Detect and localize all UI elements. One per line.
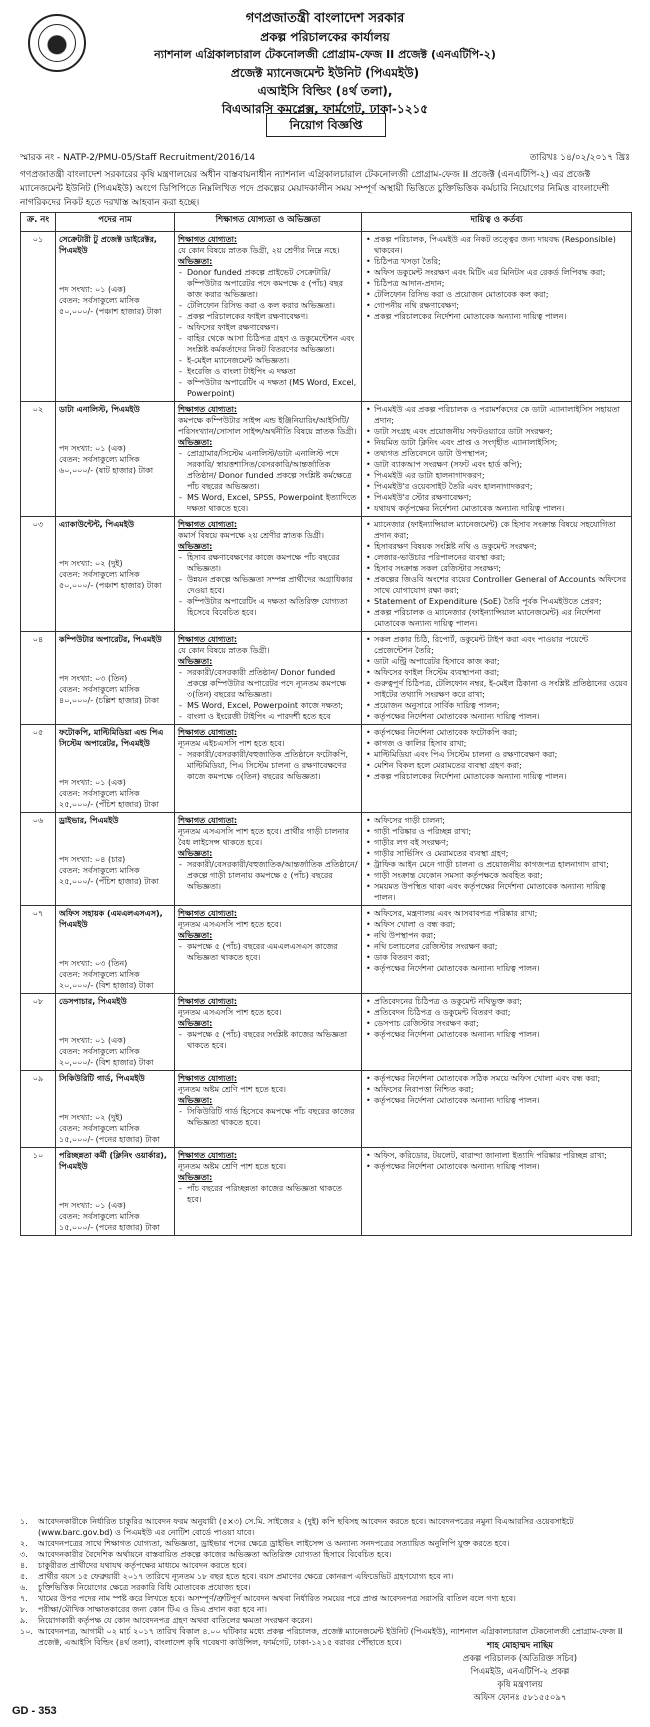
- qualification-heading: অভিজ্ঞতা:: [178, 1173, 213, 1182]
- row-post-cell: [56, 402, 175, 517]
- duty-item: • গুরুত্বপূর্ণ চিঠিপত্র, টেলিফোন নম্বর, ই-মেইল ঠিকানা ও সংশ্লিষ্ট প্রতিষ্ঠানের ওয়েব সাইটের তথ্যাদি সংরক্ষণ করে রাখা;: [365, 678, 628, 700]
- instruction-item: [20, 1604, 632, 1615]
- duty-item: • Statement of Expenditure (SoE) তৈরি পূর্বক পিএমইউতে প্রেরণ;: [365, 596, 628, 607]
- qualification-item: - টেলিফোন রিসিভ করা ও কল করার অভিজ্ঞতা।: [178, 300, 358, 311]
- intro-paragraph: গণপ্রজাতন্ত্রী বাংলাদেশ সরকারের কৃষি মন্ত্রণালয়ের অধীন বাস্তবায়নাধীন ন্যাশনাল এগ্রিকালচারাল টেকনোলজী প্রোগ্রাম-ফেজ II প্রজেক্ট (এনএটিপি-২) এর প্রজেক্ট ম্যানেজমেন্ট ইউনিট (পিএমইউ) অংগে ডিপিপিতে নিম্নলিখিত পদে প্রকল্পের মেয়াদকালীন সময় সম্পূর্ণ অস্থায়ী ভিত্তিতে চুক্তিভিত্তিক কর্মচারি নিয়োগের নিমিত্ত বাংলাদেশী নাগরিকদের নিকট হতে দরখাস্ত আহবান করা হচ্ছে।: [20, 170, 610, 208]
- duty-item: • প্রতিবেদন চিঠিপত্র ও ডকুমেন্ট বিতরণ করা;: [365, 1007, 628, 1018]
- row-qualification-cell: [175, 813, 362, 906]
- table-row: [21, 813, 632, 906]
- row-qualification-cell: [175, 994, 362, 1071]
- positions-table: [20, 212, 632, 1236]
- row-qualification-cell: [175, 1071, 362, 1148]
- qualification-item: ন্যূনতম এইচএসসি পাশ হতে হবে।: [178, 739, 285, 748]
- qualification-heading: অভিজ্ঞতা:: [178, 931, 213, 940]
- header-line-2: প্রকল্প পরিচালকের কার্যালয়: [260, 30, 390, 44]
- signatory-phone: অফিস ফোনঃ ৫৮১৫৫০৯৭: [473, 1693, 567, 1703]
- qualification-heading: অভিজ্ঞতা:: [178, 1096, 213, 1105]
- post-count: পদ সংখ্যা: ০১ (এক): [59, 285, 126, 294]
- table-row: [21, 1071, 632, 1148]
- qualification-heading: শিক্ষাগত যোগ্যতা:: [178, 235, 238, 244]
- post-count: পদ সংখ্যা: ০১ (এক): [59, 778, 126, 787]
- post-title: ড্রাইভার, পিএমইউ: [59, 816, 119, 825]
- instruction-text: নিয়োগকারী কর্তৃপক্ষ যে কোন আবেদনপত্র গ্রহণ অথবা বাতিলের ক্ষমতা সংরক্ষণ করেন।: [38, 1616, 313, 1625]
- row-post-cell: [56, 1148, 175, 1236]
- row-serial: ০৩: [21, 517, 56, 632]
- duty-item: • ট্রাফিক আইন মেনে গাড়ী চালনা ও প্রয়োজনীয় কাগজপত্র হালনাগাদ রাখা;: [365, 859, 628, 870]
- qualification-item: ন্যূনতম অষ্টম শ্রেণি পাশ হতে হবে।: [178, 1085, 287, 1094]
- qualification-heading: অভিজ্ঞতা:: [178, 542, 213, 551]
- qualification-item: - Donor funded প্রকল্পে প্রাইভেট সেক্রেটারি/ কম্পিউটার অপারেটর পদে কমপক্ষে ৫ (পাঁচ) বছর কাজ করার অভিজ্ঞতা।: [178, 267, 358, 300]
- row-post-cell: [56, 725, 175, 813]
- qualification-item: - অফিসের ফাইল রক্ষণাবেক্ষণ।: [178, 322, 358, 333]
- col-duties: দায়িত্ব ও কর্তব্য: [362, 213, 632, 232]
- post-count: পদ সংখ্যা: ০১ (এক): [59, 1036, 126, 1045]
- signature-block: [420, 1640, 620, 1705]
- duty-item: • প্রকল্পের জিওবি অংশের ব্যয়ের Controller General of Accounts অফিসের সাথে যোগাযোগ রক্ষা করা;: [365, 574, 628, 596]
- row-qualification-cell: [175, 402, 362, 517]
- row-qualification-cell: [175, 906, 362, 994]
- qualification-item: কমার্স বিষয়ে কমপক্ষে ২য় শ্রেণীর স্নাতক ডিগ্রী।: [178, 531, 324, 540]
- table-header-row: [21, 213, 632, 232]
- duty-item: • কাগজ ও কালির হিসাব রাখা;: [365, 738, 628, 749]
- instruction-text: চুক্তিভিত্তিক নিয়োগের ক্ষেত্রে সরকারি বিধি মোতাবেক প্রযোজ্য হবে।: [38, 1583, 251, 1592]
- post-title: ডেসপাচার, পিএমইউ: [59, 997, 127, 1006]
- duty-item: • টেলিফোন রিসিভ করা ও প্রয়োজন মোতাবেক কল করা;: [365, 289, 628, 300]
- qualification-heading: শিক্ষাগত যোগ্যতা:: [178, 909, 238, 918]
- post-title: সিকিউরিটি গার্ড, পিএমইউ: [59, 1074, 145, 1083]
- qualification-heading: অভিজ্ঞতা:: [178, 657, 213, 666]
- duty-item: • ডাটা সংগ্রহ এবং প্রয়োজনীয় সফটওয়্যারে ডাটা সংরক্ষণ;: [365, 426, 628, 437]
- duty-item: • চিঠিপত্র আদান-প্রদান;: [365, 278, 628, 289]
- memo-number: স্মারক নং - NATP-2/PMU-05/Staff Recruitment/2016/14: [20, 153, 256, 163]
- instruction-item: [20, 1516, 632, 1538]
- qualification-heading: শিক্ষাগত যোগ্যতা:: [178, 997, 238, 1006]
- qualification-heading: অভিজ্ঞতা:: [178, 1019, 213, 1028]
- qualification-item: - কম্পিউটার অপারেটিং এ দক্ষতা অতিরিক্ত যোগ্যতা হিসেবে বিবেচিত হবে।: [178, 596, 358, 618]
- table-row: [21, 725, 632, 813]
- post-count: পদ সংখ্যা: ০১ (এক): [59, 444, 126, 453]
- post-count: পদ সংখ্যা: ০৩ (তিন): [59, 959, 128, 968]
- instruction-text: আবেদনপত্রের সাথে শিক্ষাগত যোগ্যতা, অভিজ্ঞতা, ড্রাইভার পদের ক্ষেত্রে ড্রাইভিং লাইসেন্স ও অন্যান্য সনদপত্রের সত্যায়িত অনুলিপি যুক্ত করতে হবে।: [38, 1539, 510, 1548]
- qualification-item: - সরকারী/বেসরকারী প্রতিষ্ঠান/ Donor funded প্রকল্পে কম্পিউটার অপারেটর পদে ন্যূনতম কমপক্ষে ৩(তিন) বছরের অভিজ্ঞতা।: [178, 667, 358, 700]
- row-post-cell: [56, 994, 175, 1071]
- instruction-number: ১.: [20, 1517, 28, 1526]
- qualification-item: ন্যূনতম এসএসসি পাশ হতে হবে। প্রার্থীর গাড়ী চালনার বৈধ লাইসেন্স থাকতে হবে।: [178, 827, 349, 847]
- qualification-heading: শিক্ষাগত যোগ্যতা:: [178, 1074, 238, 1083]
- col-qualification: শিক্ষাগত যোগ্যতা ও অভিজ্ঞতা: [175, 213, 362, 232]
- table-row: [21, 232, 632, 402]
- row-serial: ০১: [21, 232, 56, 402]
- duty-item: • মাল্টিমিডিয়া এবং পিএ সিস্টেম চালনা ও রক্ষণাবেক্ষণ করা;: [365, 749, 628, 760]
- duty-item: • অফিস খোলা ও বন্ধ করা;: [365, 919, 628, 930]
- qualification-item: - উন্নয়ন প্রকল্পে অভিজ্ঞতা সম্পন্ন প্রার্থীদের অগ্রাধিকার দেওয়া হবে।: [178, 574, 358, 596]
- row-post-cell: [56, 517, 175, 632]
- duty-item: • গাড়ীর লগ বই সংরক্ষণ;: [365, 837, 628, 848]
- post-title: পরিচ্ছন্নতা কর্মী (ক্লিনিং ওয়ার্কার), পিএমইউ: [59, 1151, 167, 1171]
- post-salary: বেতন: সর্বসাকুল্যে মাসিক ২৫,০০০/- (পঁচিশ হাজার) টাকা: [59, 866, 159, 886]
- row-serial: ১০: [21, 1148, 56, 1236]
- header-line-4: প্রজেক্ট ম্যানেজমেন্ট ইউনিট (পিএমইউ): [230, 66, 420, 80]
- duty-item: • গাড়ীর সার্ভিসিং ও মেরামতের ব্যবস্থা গ্রহণ;: [365, 848, 628, 859]
- table-row: [21, 906, 632, 994]
- qualification-item: - বাংলা ও ইংরেজী টাইপিং এ পারদর্শী হতে হবে: [178, 711, 358, 722]
- row-post-cell: [56, 813, 175, 906]
- reference-line: [20, 150, 630, 165]
- notice-date: তারিখঃ ১৪/০২/২০১৭ খ্রিঃ: [529, 153, 630, 163]
- duty-item: • কর্তৃপক্ষের নির্দেশনা মোতাবেক ফটোকপি করা;: [365, 727, 628, 738]
- duty-item: • প্রকল্প পরিচালক ও ম্যানেজার (ফাইন্যান্সিয়াল ম্যানেজমেন্ট) এর নির্দেশনা মোতাবেক অন্যান্য দায়িত্ব পালন।: [365, 607, 628, 629]
- qualification-item: - সরকারী/বেসরকারী/বহুজাতিক প্রতিষ্ঠানে ফটোকপি, মাল্টিমিডিয়া, পিএ সিস্টেম চালনা ও রক্ষণাবেক্ষণের কাজে কমপক্ষে ৩(তিন) বছরের অভিজ্ঞতা।: [178, 749, 358, 782]
- qualification-item: - পাঁচ বছরের পরিচ্ছন্নতা কাজের অভিজ্ঞতা থাকতে হবে।: [178, 1183, 358, 1205]
- header-line-1: গণপ্রজাতন্ত্রী বাংলাদেশ সরকার: [245, 11, 405, 26]
- row-serial: ০৪: [21, 632, 56, 725]
- instruction-item: [20, 1560, 632, 1571]
- duty-item: • ডেসপাচ রেজিস্টার সংরক্ষণ করা;: [365, 1018, 628, 1029]
- post-salary: বেতন: সর্বসাকুল্যে মাসিক ২০,০০০/- (বিশ হাজার) টাকা: [59, 1047, 154, 1067]
- post-salary: বেতন: সর্বসাকুল্যে মাসিক ৪০,০০০/- (চল্লিশ হাজার) টাকা: [59, 685, 160, 705]
- post-title: ফটোকপি, মাল্টিমিডিয়া এন্ড পিএ সিস্টেম অপারেটর, পিএমইউ: [59, 728, 164, 748]
- qualification-item: ন্যূনতম এসএসসি পাশ হতে হবে।: [178, 1008, 282, 1017]
- instruction-text: আবেদনপত্র, আগামী ০২ মার্চ ২০১৭ তারিখ বিকাল ৪.০০ ঘটিকার মধ্যে প্রকল্প পরিচালক, প্রজেক্ট ম্যানেজমেন্ট ইউনিট (পিএমইউ), ন্যাশনাল এগ্রিকালচারাল টেকনোলজী প্রোগ্রাম-ফেজ II প্রজেক্ট, এআইসি বিল্ডিং (৪র্থ তলা), বাংলাদেশ কৃষি গবেষণা কাউন্সিল, ফার্মগেট, ঢাকা-১২১৫ বরাবর পৌঁছাতে হবে।: [38, 1627, 623, 1647]
- duty-item: • প্রয়োজন অনুসারে সার্বিক দায়িত্ব পালন;: [365, 700, 628, 711]
- duty-item: • নথি চলাচলের রেজিস্টার সংরক্ষণ করা;: [365, 941, 628, 952]
- instruction-number: ১০.: [20, 1627, 33, 1636]
- row-serial: ০৬: [21, 813, 56, 906]
- duty-item: • প্রকল্প পরিচালক, পিএমইউ এর নিকট তত্ত্বের জন্য দায়বদ্ধ (Responsible) থাকবেন।: [365, 234, 628, 256]
- qualification-heading: শিক্ষাগত যোগ্যতা:: [178, 816, 238, 825]
- instruction-item: [20, 1593, 632, 1604]
- qualification-item: - কম্পিউটার অপারেটিং এ দক্ষতা (MS Word, Excel, Powerpoint): [178, 377, 358, 399]
- qualification-item: - সরকারী/বেসরকারী/বহুজাতিক/আন্তর্জাতিক প্রতিষ্ঠানে/প্রকল্পে গাড়ী চালনায় কমপক্ষে ৫ (পাঁচ) বছরের অভিজ্ঞতা।: [178, 859, 358, 892]
- duty-item: • মেশিন বিকল হলে মেরামতের ব্যবস্থা গ্রহণ করা;: [365, 760, 628, 771]
- qualification-item: - MS Word, Excel, SPSS, Powerpoint ইত্যাদিতে দক্ষতা থাকতে হবে।: [178, 492, 358, 514]
- duty-item: • অফিস ডকুমেন্ট সংরক্ষণ এবং মিটিং এর মিনিটস এর রেকর্ড লিপিবদ্ধ করা;: [365, 267, 628, 278]
- row-post-cell: [56, 632, 175, 725]
- row-duties-cell: [362, 725, 632, 813]
- post-count: পদ সংখ্যা: ০৩ (তিন): [59, 674, 128, 683]
- instruction-text: খামের উপর পদের নাম স্পষ্ট করে লিখতে হবে। অসম্পূর্ণ/ত্রুটিপূর্ণ আবেদন অথবা নির্ধারিত সময়ের পরে প্রাপ্ত আবেদনপত্র সরাসরি বাতিল বলে গণ্য হবে।: [38, 1594, 516, 1603]
- post-salary: বেতন: সর্বসাকুল্যে মাসিক ২০,০০০/- (বিশ হাজার) টাকা: [59, 970, 154, 990]
- instruction-item: [20, 1582, 632, 1593]
- table-row: [21, 402, 632, 517]
- post-count: পদ সংখ্যা: ০১ (এক): [59, 1201, 126, 1210]
- row-duties-cell: [362, 994, 632, 1071]
- duty-item: • তথ্যগত প্রতিবেদনে ডাটা উপস্থাপন;: [365, 448, 628, 459]
- duty-item: • চিঠিপত্র খসড়া তৈরি;: [365, 256, 628, 267]
- duty-item: • গাড়ী সংক্রান্ত যেকোন সমস্যা কর্তৃপক্ষকে অবহিত করা;: [365, 870, 628, 881]
- letterhead: [0, 10, 650, 118]
- qualification-item: - হিসাব রক্ষণাবেক্ষণের কাজে কমপক্ষে পাঁচ বছরের অভিজ্ঞতা।: [178, 552, 358, 574]
- duty-item: • কর্তৃপক্ষের নির্দেশনা মোতাবেক অন্যান্য দায়িত্ব পালন।: [365, 1095, 628, 1106]
- post-title: কম্পিউটার অপারেটর, পিএমইউ: [59, 635, 162, 644]
- table-row: [21, 517, 632, 632]
- post-title: এ্যাকাউন্টেন্ট, পিএমইউ: [59, 520, 135, 529]
- header-line-3: ন্যাশনাল এগ্রিকালচারাল টেকনোলজী প্রোগ্রাম-ফেজ II প্রজেক্ট (এনএটিপি-২): [154, 48, 496, 61]
- instruction-number: ৯.: [20, 1616, 28, 1625]
- instruction-number: ২.: [20, 1539, 28, 1548]
- qualification-item: ন্যূনতম এসএসসি পাশ হতে হবে।: [178, 920, 282, 929]
- qualification-heading: শিক্ষাগত যোগ্যতা:: [178, 728, 238, 737]
- row-qualification-cell: [175, 725, 362, 813]
- row-duties-cell: [362, 906, 632, 994]
- row-post-cell: [56, 232, 175, 402]
- row-qualification-cell: [175, 517, 362, 632]
- row-serial: ০৫: [21, 725, 56, 813]
- duty-item: • ডাটা ব্যাকআপ সংরক্ষণ (সফট এবং হার্ড কপি);: [365, 459, 628, 470]
- qualification-item: যে কোন বিষয়ে স্নাতক ডিগ্রী, ২য় শ্রেণীর নিম্নে নহে।: [178, 246, 340, 255]
- duty-item: • হিসাব সংক্রান্ত সকল রেজিস্টার সংরক্ষণ;: [365, 563, 628, 574]
- instruction-item: [20, 1549, 632, 1560]
- table-row: [21, 632, 632, 725]
- duty-item: • সকল প্রকার চিঠি, রিপোর্ট, ডকুমেন্ট টাইপ করা এবং পাওয়ার পয়েন্টে প্রেজেন্টেশন তৈরি;: [365, 634, 628, 656]
- duty-item: • গোপনীয় নথি রক্ষণাবেক্ষণ;: [365, 300, 628, 311]
- row-duties-cell: [362, 632, 632, 725]
- qualification-item: - বাহির থেকে আসা চিঠিপত্র গ্রহণ ও ডকুমেন্টেশন এবং সংশ্লিষ্ট কর্মকর্তাদের নিকট বিতরণের অভিজ্ঞতা।: [178, 333, 358, 355]
- qualification-item: - সিকিউরিটি গার্ড হিসেবে কমপক্ষে পাঁচ বছরের কাজের অভিজ্ঞতা থাকতে হবে।: [178, 1106, 358, 1128]
- qualification-item: যে কোন বিষয়ে স্নাতক ডিগ্রী।: [178, 646, 270, 655]
- instruction-number: ৫.: [20, 1572, 28, 1581]
- qualification-heading: শিক্ষাগত যোগ্যতা:: [178, 1151, 238, 1160]
- qualification-item: - কমপক্ষে ৫ (পাঁচ) বছরের সংশ্লিষ্ট কাজের অভিজ্ঞতা থাকতে হবে।: [178, 1029, 358, 1051]
- instruction-item: [20, 1538, 632, 1549]
- row-qualification-cell: [175, 232, 362, 402]
- signatory-name: শাহ মোহাম্মদ নাছিম: [486, 1641, 554, 1651]
- instruction-text: আবেদনকারীকে নির্ধারিত চাকুরির আবেদন ফরম অনুযায়ী (৫×৩) সে.মি. সাইজের ২ (দুই) কপি ছবিসহ আবেদন করতে হবে। আবেদনপত্রের নমুনা বিএআরসির ওয়েবসাইটে (www.barc.gov.bd) ও পিএমইউ এর নোটিশ বোর্ডে পাওয়া যাবে।: [38, 1517, 574, 1537]
- col-serial: ক্র. নং: [21, 213, 56, 232]
- signatory-designation: প্রকল্প পরিচালক (অতিরিক্ত সচিব): [462, 1654, 578, 1664]
- row-duties-cell: [362, 1071, 632, 1148]
- table-body: [21, 232, 632, 1236]
- header-line-6: বিএআরসি কমপ্লেক্স, ফার্মগেট, ঢাকা-১২১৫: [221, 102, 429, 116]
- instruction-text: আবেদনকারীর বৈদেশিক অর্থায়নে বাস্তবায়িত প্রকল্পে কাজের অভিজ্ঞতা অতিরিক্ত যোগ্যতা হিসাবে বিবেচিত হবে।: [38, 1550, 392, 1559]
- header-line-5: এআইসি বিল্ডিং (৪র্থ তলা),: [257, 84, 393, 98]
- duty-item: • ম্যানেজার (ফাইন্যান্সিয়াল ম্যানেজমেন্ট) কে হিসাব সংক্রান্ত বিষয়ে সহযোগিতা প্রদান করা;: [365, 519, 628, 541]
- duty-item: • কর্তৃপক্ষের নির্দেশনা মোতাবেক সঠিক সময়ে অফিস খোলা এবং বন্ধ করা;: [365, 1073, 628, 1084]
- post-title: অফিস সহায়ক (এমএলএসএস), পিএমইউ: [59, 909, 163, 929]
- instruction-number: ৮.: [20, 1605, 28, 1614]
- duty-item: • অফিসের নিরাপত্তা নিশ্চিত করা;: [365, 1084, 628, 1095]
- qualification-item: - প্রকল্প পরিচালকের ফাইল রক্ষণাবেক্ষণ।: [178, 311, 358, 322]
- qualification-item: - ইংরেজি ও বাংলা টাইপিং এ দক্ষতা: [178, 366, 358, 377]
- row-post-cell: [56, 1071, 175, 1148]
- table-row: [21, 1148, 632, 1236]
- post-title: সেক্রেটারী টু প্রজেক্ট ডাইরেক্টর, পিএমইউ: [59, 235, 157, 255]
- duty-item: • সময়মত উপস্থিত থাকা এবং কর্তৃপক্ষের নির্দেশনা মোতাবেক অন্যান্য দায়িত্ব পালন।: [365, 881, 628, 903]
- row-qualification-cell: [175, 632, 362, 725]
- row-duties-cell: [362, 232, 632, 402]
- duty-item: • অফিসের গাড়ী চালনা;: [365, 815, 628, 826]
- post-title: ডাটা এনালিস্ট, পিএমইউ: [59, 405, 140, 414]
- post-salary: বেতন: সর্বসাকুল্যে মাসিক ৫০,০০০/- (পঞ্চাশ হাজার) টাকা: [59, 296, 162, 316]
- duty-item: • কর্তৃপক্ষের নির্দেশনা মোতাবেক অন্যান্য দায়িত্ব পালন।: [365, 1029, 628, 1040]
- duty-item: • কর্তৃপক্ষের নির্দেশনা মোতাবেক অন্যান্য দায়িত্ব পালন।: [365, 1161, 628, 1172]
- duty-item: • ডাক বিতরণ করা;: [365, 952, 628, 963]
- duty-item: • কর্তৃপক্ষের নির্দেশনা মোতাবেক অন্যান্য দায়িত্ব পালন।: [365, 963, 628, 974]
- duty-item: • কর্তৃপক্ষের নির্দেশনা মোতাবেক অন্যান্য দায়িত্ব পালন।: [365, 711, 628, 722]
- row-serial: ০২: [21, 402, 56, 517]
- qualification-item: কমপক্ষে কম্পিউটার সাইন্স এন্ড ইঞ্জিনিয়ারিং/আইসিটি/ পরিসংখ্যান/সোসাল সাইন্স/অর্থনীতি বিষয়ে স্নাতক ডিগ্রী।: [178, 416, 357, 436]
- row-duties-cell: [362, 1148, 632, 1236]
- row-serial: ০৭: [21, 906, 56, 994]
- row-serial: ০৮: [21, 994, 56, 1071]
- duty-item: • ডাটা এন্ট্রি অপারেটর হিসাবে কাজ করা;: [365, 656, 628, 667]
- post-count: পদ সংখ্যা: ০২ (দুই): [59, 559, 123, 568]
- instruction-text: পরীক্ষা/মৌখিক সাক্ষাতকারের জন্য কোন টিএ ও ডিএ প্রদান করা হবে না।: [38, 1605, 267, 1614]
- duty-item: • অফিসের ফাইল সিস্টেম ব্যবস্থাপনা করা;: [365, 667, 628, 678]
- row-qualification-cell: [175, 1148, 362, 1236]
- row-duties-cell: [362, 813, 632, 906]
- duty-item: • পিএমইউ এর প্রকল্প পরিচালক ও পরামর্শকদের কে ডাটা এ্যানালাইসিস সহায়তা প্রদান;: [365, 404, 628, 426]
- duty-item: • গাড়ী পরিষ্কার ও পরিচ্ছন্ন রাখা;: [365, 826, 628, 837]
- qualification-heading: অভিজ্ঞতা:: [178, 849, 213, 858]
- duty-item: • পিএমইউ এর ডাটা হালনাগাদকরণ;: [365, 470, 628, 481]
- instruction-number: ৩.: [20, 1550, 28, 1559]
- duty-item: • পিএমইউ'র স্টোর রক্ষণাবেক্ষণ;: [365, 492, 628, 503]
- instruction-number: ৭.: [20, 1594, 28, 1603]
- instruction-text: চাকুরীরত প্রার্থীদের যথাযথ কর্তৃপক্ষের মাধ্যমে আবেদন করতে হবে।: [38, 1561, 247, 1570]
- duty-item: • যথাযথ কর্তৃপক্ষের নির্দেশনা মোতাবেক অন্যান্য দায়িত্ব পালন।: [365, 503, 628, 514]
- duty-item: • প্রতিবেদনের চিঠিপত্র ও ডকুমেন্ট নথিভুক্ত করা;: [365, 996, 628, 1007]
- post-salary: বেতন: সর্বসাকুল্যে মাসিক ৬০,০০০/- (ষাট হাজার) টাকা: [59, 455, 154, 475]
- instruction-item: [20, 1571, 632, 1582]
- post-salary: বেতন: সর্বসাকুল্যে মাসিক ২৫,০০০/- (পঁচিশ হাজার) টাকা: [59, 789, 159, 809]
- qualification-item: ন্যূনতম অষ্টম শ্রেণি পাশ হতে হবে।: [178, 1162, 287, 1171]
- duty-item: • হিসাবরক্ষণ বিষয়ক সংশ্লিষ্ট নথি ও ডকুমেন্ট সংরক্ষণ;: [365, 541, 628, 552]
- post-salary: বেতন: সর্বসাকুল্যে মাসিক ১৫,০০০/- (পনের হাজার) টাকা: [59, 1124, 160, 1144]
- qualification-item: - ই-মেইল ম্যানেজমেন্ট অভিজ্ঞতা।: [178, 355, 358, 366]
- post-count: পদ সংখ্যা: ০২ (দুই): [59, 1113, 123, 1122]
- qualification-heading: অভিজ্ঞতা:: [178, 257, 213, 266]
- duty-item: • নথি উপস্থাপন করা;: [365, 930, 628, 941]
- duty-item: • প্রকল্প পরিচালকের নির্দেশনা মোতাবেক অন্যান্য দায়িত্ব পালন।: [365, 771, 628, 782]
- duty-item: • পিএমইউ'র ওয়েবসাইট তৈরি এবং হালনাগাদকরণ;: [365, 481, 628, 492]
- qualification-item: - প্রোগ্রামার/সিস্টেম এনালিস্ট/ডাটা এনালিস্ট পদে সরকারি/ স্বায়ত্তশাসিত/বেসরকারি/আন্তর্জাতিক প্রতিষ্ঠান/ Donor funded প্রকল্পে সংশ্লিষ্ট কর্মক্ষেত্রে পাঁচ বছরের অভিজ্ঞতা।: [178, 448, 358, 492]
- qualification-heading: শিক্ষাগত যোগ্যতা:: [178, 405, 238, 414]
- post-salary: বেতন: সর্বসাকুল্যে মাসিক ১৫,০০০/- (পনের হাজার) টাকা: [59, 1212, 160, 1232]
- signatory-office: পিএমইউ, এনএটিপি-২ প্রকল্প: [470, 1667, 570, 1677]
- row-post-cell: [56, 906, 175, 994]
- post-salary: বেতন: সর্বসাকুল্যে মাসিক ৫০,০০০/- (পঞ্চাশ হাজার) টাকা: [59, 570, 162, 590]
- post-count: পদ সংখ্যা: ০৪ (চার): [59, 855, 126, 864]
- table-row: [21, 994, 632, 1071]
- qualification-heading: অভিজ্ঞতা:: [178, 438, 213, 447]
- row-duties-cell: [362, 402, 632, 517]
- duty-item: • অফিসের, মন্ত্রণালয় এবং আসবাবপত্র পরিষ্কার রাখা;: [365, 908, 628, 919]
- row-serial: ০৯: [21, 1071, 56, 1148]
- qualification-item: - কমপক্ষে ৫ (পাঁচ) বছরের এমএলএসএস কাজের অভিজ্ঞতা থাকতে হবে।: [178, 941, 358, 963]
- instruction-item: [20, 1615, 632, 1626]
- footer-code: GD - 353: [12, 1705, 57, 1717]
- qualification-item: - MS Word, Excel, Powerpoint কাজে দক্ষতা;: [178, 700, 358, 711]
- instructions-list: [20, 1516, 632, 1648]
- duty-item: • নিয়মিত ডাটা ক্লিনিং এবং প্রাপ্ত ও সংগৃহীত এ্যানালাইসিস;: [365, 437, 628, 448]
- signatory-ministry: কৃষি মন্ত্রণালয়: [497, 1680, 543, 1690]
- qualification-heading: শিক্ষাগত যোগ্যতা:: [178, 635, 238, 644]
- duty-item: • অফিস, করিডোর, টয়লেট, বারান্দা জানালা ইত্যাদি পরিষ্কার পরিচ্ছন্ন রাখা;: [365, 1150, 628, 1161]
- instruction-number: ৪.: [20, 1561, 28, 1570]
- duty-item: • লেজার-ভাউচার পরিপালনের ব্যবস্থা করা;: [365, 552, 628, 563]
- qualification-heading: শিক্ষাগত যোগ্যতা:: [178, 520, 238, 529]
- col-post: পদের নাম: [56, 213, 175, 232]
- duty-item: • প্রকল্প পরিচালকের নির্দেশনা মোতাবেক অন্যান্য দায়িত্ব পালন।: [365, 311, 628, 322]
- row-duties-cell: [362, 517, 632, 632]
- notice-title: নিয়োগ বিজ্ঞপ্তি: [266, 113, 386, 137]
- instruction-text: প্রার্থীর বয়স ১৫ ফেব্রুয়ারী ২০১৭ তারিখে ন্যূনতম ১৮ বছর হতে হবে। বয়স প্রমাণের ক্ষেত্রে কোনরূপ এফিডেভিট গ্রহণযোগ্য হবে না।: [38, 1572, 454, 1581]
- instruction-number: ৬.: [20, 1583, 28, 1592]
